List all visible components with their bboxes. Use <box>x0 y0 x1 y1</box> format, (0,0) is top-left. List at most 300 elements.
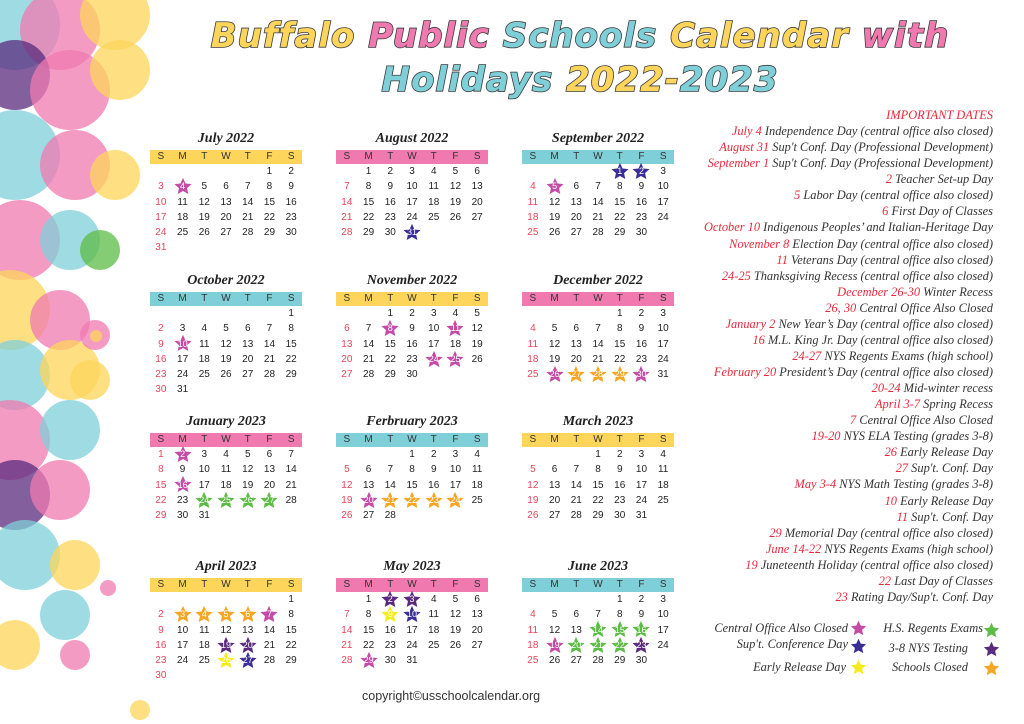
weekday-label: S <box>157 293 165 304</box>
week-row <box>336 508 488 523</box>
week-row <box>522 179 674 194</box>
weekday-label: S <box>287 434 295 445</box>
day-number: 16 <box>155 639 167 651</box>
day-number: 24 <box>406 639 418 651</box>
empty-cell <box>522 447 544 462</box>
day-cell <box>280 164 302 179</box>
day-number: 10 <box>177 338 188 349</box>
week-row <box>522 195 674 210</box>
important-date-item <box>704 460 993 476</box>
day-cell <box>401 623 423 638</box>
day-number: 27 <box>220 227 232 239</box>
day-number: 16 <box>428 479 440 491</box>
day-number: 18 <box>527 211 539 223</box>
empty-cell <box>423 367 445 382</box>
day-number: 21 <box>285 479 297 491</box>
day-number: 18 <box>428 196 440 208</box>
week-row <box>522 508 674 523</box>
day-number: 30 <box>406 369 418 381</box>
day-number: 15 <box>363 196 375 208</box>
event: Labor Day (central office also closed) <box>800 188 993 203</box>
day-number: 19 <box>221 639 232 650</box>
day-number: 25 <box>657 494 669 506</box>
day-cell <box>150 462 172 477</box>
empty-cell <box>336 447 358 462</box>
weekday-label: T <box>244 151 251 162</box>
weekday-label: W <box>407 579 417 590</box>
day-number: 2 <box>180 449 186 459</box>
day-cell <box>631 195 653 210</box>
day-number: 16 <box>155 353 167 365</box>
day-number: 10 <box>449 464 462 476</box>
date: 23 <box>835 589 848 604</box>
date: 19 <box>745 557 758 572</box>
day-number: 10 <box>635 464 648 476</box>
day-number: 13 <box>471 609 483 621</box>
empty-cell <box>336 306 358 321</box>
day-cell <box>609 367 631 382</box>
day-cell <box>280 493 302 508</box>
day-number: 17 <box>177 639 189 651</box>
day-number: 1 <box>409 449 415 460</box>
bubble <box>60 640 90 670</box>
day-number: 28 <box>384 510 396 522</box>
week-row <box>336 462 488 477</box>
day-number: 16 <box>177 479 188 490</box>
day-number: 11 <box>450 323 461 334</box>
day-cell <box>544 478 566 493</box>
day-number: 21 <box>363 353 375 365</box>
day-number: 13 <box>570 196 582 208</box>
day-number: 7 <box>288 449 294 460</box>
day-number: 23 <box>155 369 167 381</box>
day-number: 5 <box>552 181 558 192</box>
day-cell <box>652 447 674 462</box>
day-cell <box>358 592 380 607</box>
weekday-label: F <box>266 579 273 590</box>
day-cell <box>379 225 401 240</box>
day-number: 20 <box>571 639 582 650</box>
day-number: 4 <box>452 308 459 319</box>
day-number: 11 <box>428 181 439 193</box>
day-cell <box>609 337 631 352</box>
date: June 14-22 <box>765 541 822 556</box>
weekday-label: W <box>593 151 603 162</box>
day-cell <box>445 638 467 653</box>
day-number: 24 <box>657 353 669 365</box>
important-date-item <box>704 493 993 509</box>
day-cell <box>401 225 423 240</box>
day-cell <box>280 623 302 638</box>
day-cell <box>544 195 566 210</box>
day-cell <box>336 478 358 493</box>
day-number: 20 <box>242 353 254 365</box>
empty-cell <box>336 164 358 179</box>
day-number: 1 <box>387 308 394 319</box>
empty-cell <box>445 225 467 240</box>
day-number: 7 <box>266 609 272 620</box>
day-cell <box>237 462 259 477</box>
day-number: 7 <box>387 464 394 476</box>
empty-cell <box>215 306 237 321</box>
day-cell <box>150 623 172 638</box>
day-number: 5 <box>201 181 208 193</box>
week-row <box>336 447 488 462</box>
day-number: 23 <box>384 211 396 223</box>
day-number: 24 <box>406 211 418 223</box>
date: January 2 <box>725 316 776 331</box>
empty-cell <box>522 592 544 607</box>
day-number: 20 <box>549 494 561 506</box>
empty-cell <box>544 592 566 607</box>
day-cell <box>522 179 544 194</box>
day-number: 31 <box>657 369 669 381</box>
empty-cell <box>150 592 172 607</box>
day-number: 7 <box>573 464 580 476</box>
star-icon-central-office-closed <box>850 620 867 637</box>
day-number: 29 <box>363 227 375 239</box>
day-cell <box>522 638 544 653</box>
day-number: 4 <box>474 449 480 460</box>
day-cell <box>544 493 566 508</box>
day-number: 30 <box>155 384 167 396</box>
day-cell <box>379 337 401 352</box>
day-cell <box>379 493 401 508</box>
day-number: 25 <box>198 369 210 381</box>
day-cell <box>445 321 467 336</box>
event: New Year’s Day (central office also closed) <box>775 316 993 331</box>
weekday-label: S <box>157 434 165 445</box>
important-date-item <box>704 348 993 364</box>
day-cell <box>401 164 423 179</box>
day-number: 1 <box>616 308 623 319</box>
weekday-label: T <box>244 293 251 304</box>
important-date-item <box>704 219 993 235</box>
date: September 1 <box>707 156 770 171</box>
date: February 20 <box>713 365 777 379</box>
event: Sup't Conf. Day (Professional Development) <box>769 140 993 155</box>
weekday-label: W <box>593 434 603 445</box>
day-cell <box>631 638 653 653</box>
day-number: 1 <box>365 166 372 177</box>
weekday-label: T <box>387 293 394 304</box>
day-cell <box>172 179 194 194</box>
day-number: 12 <box>471 323 483 335</box>
day-number: 19 <box>220 353 232 365</box>
week-row <box>522 306 674 321</box>
day-cell <box>423 493 445 508</box>
day-number: 8 <box>288 323 294 335</box>
day-number: 3 <box>201 449 208 460</box>
empty-cell <box>445 653 467 668</box>
date: May 3-4 <box>794 477 837 492</box>
day-number: 6 <box>245 609 251 620</box>
day-cell <box>150 337 172 352</box>
day-number: 25 <box>527 655 539 667</box>
day-number: 15 <box>285 624 297 636</box>
day-number: 11 <box>527 624 539 636</box>
day-cell <box>358 493 380 508</box>
weekday-label: S <box>659 151 667 162</box>
day-number: 14 <box>592 196 604 208</box>
day-cell <box>445 164 467 179</box>
weekday-header <box>522 578 674 592</box>
day-number: 12 <box>449 181 462 193</box>
week-row <box>150 179 302 194</box>
day-cell <box>379 607 401 622</box>
day-number: 17 <box>155 211 167 223</box>
day-cell <box>150 493 172 508</box>
day-cell <box>358 321 380 336</box>
day-number: 5 <box>223 609 229 620</box>
title-word: Schools <box>502 16 671 56</box>
day-cell <box>259 607 281 622</box>
day-cell <box>522 352 544 367</box>
day-cell <box>565 179 587 194</box>
day-number: 13 <box>242 338 254 350</box>
day-cell <box>172 447 194 462</box>
month-name: November 2022 <box>366 273 458 288</box>
day-cell <box>565 493 587 508</box>
day-number: 24 <box>635 494 648 506</box>
day-cell <box>466 179 488 194</box>
empty-cell <box>172 306 194 321</box>
day-number: 20 <box>341 353 353 365</box>
day-cell <box>544 638 566 653</box>
day-number: 29 <box>155 510 167 522</box>
week-row <box>336 306 488 321</box>
day-cell <box>215 210 237 225</box>
date: 10 <box>884 493 897 508</box>
event: Spring Recess <box>920 397 993 412</box>
day-cell <box>193 508 215 523</box>
day-cell <box>336 607 358 622</box>
day-number: 15 <box>285 338 297 350</box>
day-cell <box>215 607 237 622</box>
day-cell <box>259 462 281 477</box>
day-number: 1 <box>617 166 623 176</box>
day-number: 23 <box>428 494 439 505</box>
day-number: 31 <box>177 384 189 396</box>
day-number: 24 <box>177 369 189 381</box>
day-number: 2 <box>158 609 164 621</box>
day-cell <box>358 164 380 179</box>
day-number: 26 <box>527 510 539 522</box>
day-number: 11 <box>527 196 539 208</box>
day-cell <box>379 462 401 477</box>
important-date-item <box>704 155 993 171</box>
day-cell <box>215 195 237 210</box>
day-cell <box>150 668 172 683</box>
week-row <box>336 352 488 367</box>
day-number: 26 <box>341 510 353 522</box>
bubble <box>80 230 120 270</box>
day-cell <box>401 179 423 194</box>
day-number: 2 <box>638 166 644 176</box>
day-cell <box>445 447 467 462</box>
event: Independence Day (central office also closed) <box>761 124 993 139</box>
day-number: 9 <box>638 323 645 335</box>
day-number: 23 <box>635 353 648 365</box>
day-number: 8 <box>409 464 415 476</box>
day-number: 14 <box>242 196 254 208</box>
day-number: 12 <box>198 196 210 208</box>
title-word: 2023 <box>679 60 779 100</box>
day-cell <box>237 493 259 508</box>
day-number: 8 <box>595 464 601 476</box>
day-number: 5 <box>223 323 229 335</box>
day-cell <box>609 592 631 607</box>
empty-cell <box>445 367 467 382</box>
empty-cell <box>565 306 587 321</box>
weekday-header <box>150 578 302 592</box>
day-number: 2 <box>158 323 164 335</box>
day-number: 10 <box>406 181 418 193</box>
day-cell <box>336 638 358 653</box>
week-row <box>522 447 674 462</box>
day-number: 25 <box>221 494 232 505</box>
day-number: 3 <box>452 449 459 460</box>
day-cell <box>150 240 172 255</box>
week-row <box>336 321 488 336</box>
weekday-label: M <box>364 434 373 445</box>
day-number: 9 <box>638 609 645 621</box>
empty-cell <box>172 240 194 255</box>
week-row <box>522 478 674 493</box>
day-cell <box>522 321 544 336</box>
important-date-item <box>704 444 993 460</box>
day-cell <box>259 352 281 367</box>
month-name: June 2023 <box>567 559 629 574</box>
day-number: 24 <box>657 211 669 223</box>
day-number: 13 <box>570 338 582 350</box>
day-cell <box>466 306 488 321</box>
day-cell <box>522 493 544 508</box>
day-cell <box>237 653 259 668</box>
day-cell <box>259 447 281 462</box>
week-row <box>522 462 674 477</box>
day-number: 24 <box>450 494 461 505</box>
day-cell <box>336 337 358 352</box>
month-calendar <box>150 131 302 256</box>
day-number: 27 <box>571 369 582 380</box>
day-number: 8 <box>387 323 393 334</box>
day-number: 11 <box>199 338 210 350</box>
date: 22 <box>878 573 892 588</box>
empty-cell <box>237 164 259 179</box>
day-number: 2 <box>638 308 645 319</box>
empty-cell <box>193 382 215 397</box>
empty-cell <box>466 653 488 668</box>
day-cell <box>280 179 302 194</box>
day-cell <box>652 623 674 638</box>
date: 19-20 <box>811 429 841 444</box>
day-number: 2 <box>409 308 415 319</box>
day-cell <box>237 210 259 225</box>
day-number: 27 <box>242 369 254 381</box>
event: President’s Day (central office also closed) <box>776 365 993 379</box>
weekday-label: T <box>244 434 251 445</box>
day-cell <box>423 164 445 179</box>
day-cell <box>379 195 401 210</box>
day-number: 28 <box>363 369 375 381</box>
day-number: 1 <box>288 594 294 605</box>
important-date-item <box>704 525 993 541</box>
day-number: 17 <box>635 479 648 491</box>
empty-cell <box>565 447 587 462</box>
day-cell <box>423 179 445 194</box>
empty-cell <box>445 508 467 523</box>
day-cell <box>336 352 358 367</box>
day-number: 4 <box>201 609 207 620</box>
important-dates <box>704 107 993 605</box>
event: Juneteenth Holiday (central office also closed) <box>757 557 993 572</box>
day-cell <box>565 607 587 622</box>
day-cell <box>280 225 302 240</box>
day-number: 12 <box>341 479 353 491</box>
month-name: July 2022 <box>197 131 255 146</box>
day-number: 20 <box>570 211 582 223</box>
day-number: 27 <box>570 655 582 667</box>
day-cell <box>172 210 194 225</box>
day-cell <box>587 367 609 382</box>
day-cell <box>423 210 445 225</box>
day-cell <box>358 195 380 210</box>
day-number: 21 <box>385 494 396 505</box>
day-number: 8 <box>616 323 623 335</box>
day-cell <box>652 321 674 336</box>
day-cell <box>522 195 544 210</box>
day-cell <box>336 225 358 240</box>
day-number: 2 <box>616 449 623 460</box>
bubble <box>50 540 100 590</box>
day-number: 2 <box>387 594 393 604</box>
day-cell <box>652 367 674 382</box>
day-cell <box>587 493 609 508</box>
day-cell <box>237 179 259 194</box>
important-date-item <box>704 412 993 428</box>
legend-early-release: Early Release Day <box>753 660 846 674</box>
day-number: 8 <box>365 181 372 193</box>
day-number: 22 <box>614 639 625 650</box>
day-number: 3 <box>638 449 645 460</box>
day-number: 5 <box>452 594 459 605</box>
day-cell <box>445 592 467 607</box>
empty-cell <box>652 508 674 523</box>
empty-cell <box>237 306 259 321</box>
day-number: 17 <box>198 479 210 491</box>
day-number: 9 <box>158 624 164 636</box>
empty-cell <box>336 592 358 607</box>
day-cell <box>466 638 488 653</box>
month-calendar <box>150 273 302 398</box>
weekday-label: T <box>244 579 251 590</box>
day-number: 18 <box>198 639 210 651</box>
week-row <box>522 367 674 382</box>
date: October 10 <box>703 220 761 235</box>
weekday-label: S <box>287 293 295 304</box>
day-cell <box>193 367 215 382</box>
week-row <box>522 321 674 336</box>
event: Last Day of Classes <box>891 573 993 588</box>
date: 26 <box>884 445 897 460</box>
legend-schools-closed: Schools Closed <box>891 660 968 674</box>
day-cell <box>379 164 401 179</box>
day-cell <box>423 462 445 477</box>
day-cell <box>379 179 401 194</box>
day-number: 22 <box>285 353 297 365</box>
day-cell <box>401 367 423 382</box>
